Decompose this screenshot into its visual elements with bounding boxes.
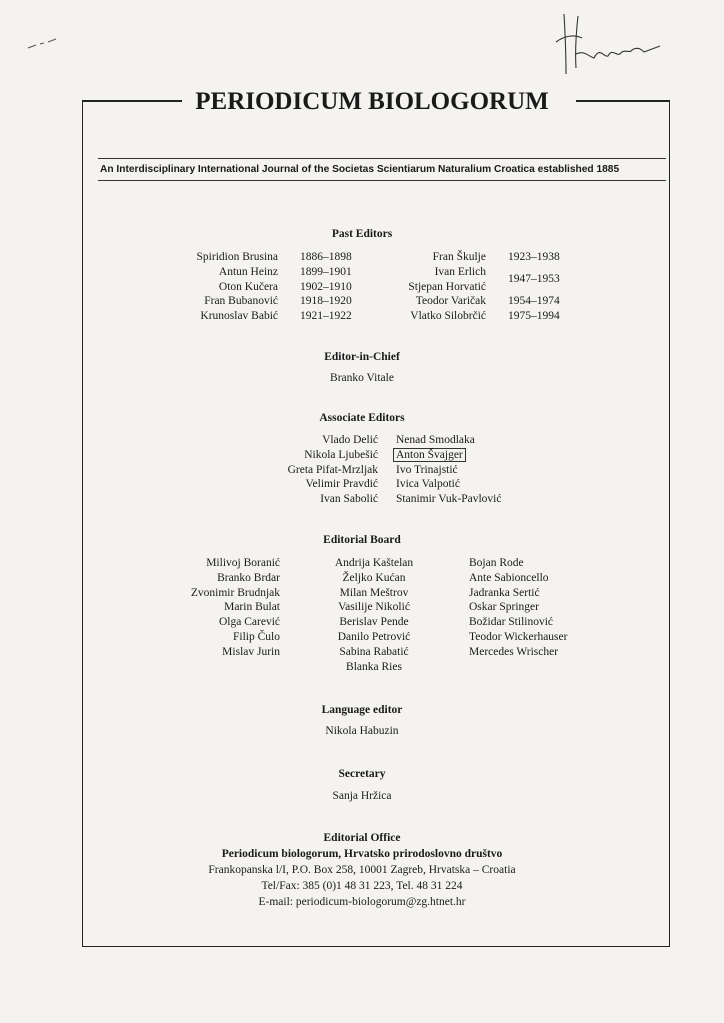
board-member: Jadranka Sertić [469, 586, 540, 599]
past-editor-name: Oton Kučera [218, 280, 278, 293]
editorial-office-org: Periodicum biologorum, Hrvatsko prirodoslovno društvo [221, 848, 503, 860]
editorial-board-heading: Editorial Board [323, 534, 401, 546]
past-editor-years: 1975–1994 [508, 310, 560, 323]
editorial-board-col1 [170, 556, 280, 660]
board-member: Marin Bulat [224, 601, 280, 614]
associate-editors-left [230, 433, 378, 507]
board-member: Bojan Rode [469, 557, 524, 569]
board-member: Ante Sabioncello [469, 571, 549, 584]
past-editor-name: Fran Škulje [432, 251, 486, 263]
associate-editors-heading: Associate Editors [319, 412, 405, 424]
journal-subtitle: An Interdisciplinary International Journal of the Societas Scientiarum Naturalium Croatica established 1885 [100, 164, 620, 175]
pen-mark [26, 36, 62, 50]
board-member: Vasilije Nikolić [338, 601, 410, 614]
language-editor-name: Nikola Habuzin [325, 725, 399, 737]
associate-editor: Stanimir Vuk-Pavlović [396, 493, 502, 506]
associate-editor: Ivan Sabolić [320, 493, 378, 506]
past-editor-years: 1886–1898 [300, 251, 352, 263]
associate-editor-boxed: Anton Švajger [393, 448, 466, 462]
associate-editor: Vlado Delić [322, 434, 378, 446]
past-editors-left-years [300, 250, 370, 324]
editorial-board-col2 [318, 556, 430, 674]
past-editor-years: 1902–1910 [300, 280, 352, 293]
board-member: Blanka Ries [346, 660, 402, 673]
past-editor-name: Stjepan Horvatić [408, 280, 486, 293]
board-member: Branko Brdar [217, 571, 280, 584]
past-editor-name: Vlatko Silobrčić [410, 310, 486, 323]
handwritten-signature [548, 6, 668, 76]
editorial-office-phone: Tel/Fax: 385 (0)1 48 31 223, Tel. 48 31 224 [261, 880, 463, 892]
language-editor-heading: Language editor [321, 704, 403, 716]
editor-in-chief-name: Branko Vitale [330, 372, 394, 384]
past-editor-name: Antun Heinz [218, 265, 278, 278]
board-member: Teodor Wickerhauser [469, 630, 568, 643]
past-editor-name: Ivan Erlich [434, 265, 486, 278]
associate-editor: Ivo Trinajstić [396, 463, 458, 476]
associate-editor: Nikola Ljubešić [304, 448, 378, 461]
subtitle-rule-bottom [98, 180, 666, 181]
board-member: Oskar Springer [469, 601, 539, 614]
editorial-office-email: E-mail: periodicum-biologorum@zg.htnet.hr [258, 896, 466, 908]
past-editors-left-names [170, 250, 278, 324]
board-member: Milan Meštrov [339, 586, 409, 599]
board-member: Mercedes Wrischer [469, 645, 559, 658]
associate-editor: Ivica Valpotić [396, 478, 460, 491]
editorial-board-col3 [469, 556, 609, 660]
past-editor-name: Spiridion Brusina [196, 251, 278, 263]
journal-title: PERIODICUM BIOLOGORUM [0, 88, 724, 116]
associate-editors-right [396, 433, 556, 507]
board-member: Zvonimir Brudnjak [190, 586, 280, 599]
associate-editor: Nenad Smodlaka [396, 434, 475, 446]
board-member: Filip Čulo [233, 630, 280, 643]
board-member: Milivoj Boranić [206, 557, 280, 569]
past-editors-heading: Past Editors [331, 228, 393, 240]
past-editor-years: 1954–1974 [508, 295, 560, 308]
past-editor-name: Krunoslav Babić [200, 310, 278, 323]
associate-editor: Greta Pifat-Mrzljak [287, 463, 378, 476]
past-editor-name: Fran Bubanović [204, 295, 278, 308]
past-editor-years: 1918–1920 [300, 295, 352, 308]
past-editors-right-years [508, 250, 578, 324]
editorial-office-address: Frankopanska l/I, P.O. Box 258, 10001 Zagreb, Hrvatska – Croatia [208, 864, 516, 876]
associate-editor: Velimir Pravdić [305, 478, 378, 491]
past-editors-right-names [380, 250, 486, 324]
board-member: Božidar Stilinović [469, 616, 554, 629]
past-editor-years: 1899–1901 [300, 265, 352, 278]
editor-in-chief-heading: Editor-in-Chief [324, 351, 400, 363]
editorial-office-heading: Editorial Office [323, 832, 401, 844]
board-member: Sabina Rabatić [339, 645, 409, 658]
board-member: Olga Carević [219, 616, 280, 629]
past-editors-shared-years: 1947–1953 [508, 273, 560, 285]
past-editor-years: 1921–1922 [300, 310, 352, 323]
secretary-heading: Secretary [338, 768, 386, 780]
past-editor-years: 1923–1938 [508, 251, 560, 263]
board-member: Mislav Jurin [222, 645, 280, 658]
board-member: Andrija Kaštelan [334, 557, 414, 569]
board-member: Berislav Pende [339, 616, 409, 629]
secretary-name: Sanja Hržica [332, 790, 392, 802]
subtitle-rule-top [98, 158, 666, 159]
board-member: Željko Kućan [342, 571, 406, 584]
board-member: Danilo Petrović [337, 630, 411, 643]
past-editor-name: Teodor Varičak [415, 295, 486, 308]
